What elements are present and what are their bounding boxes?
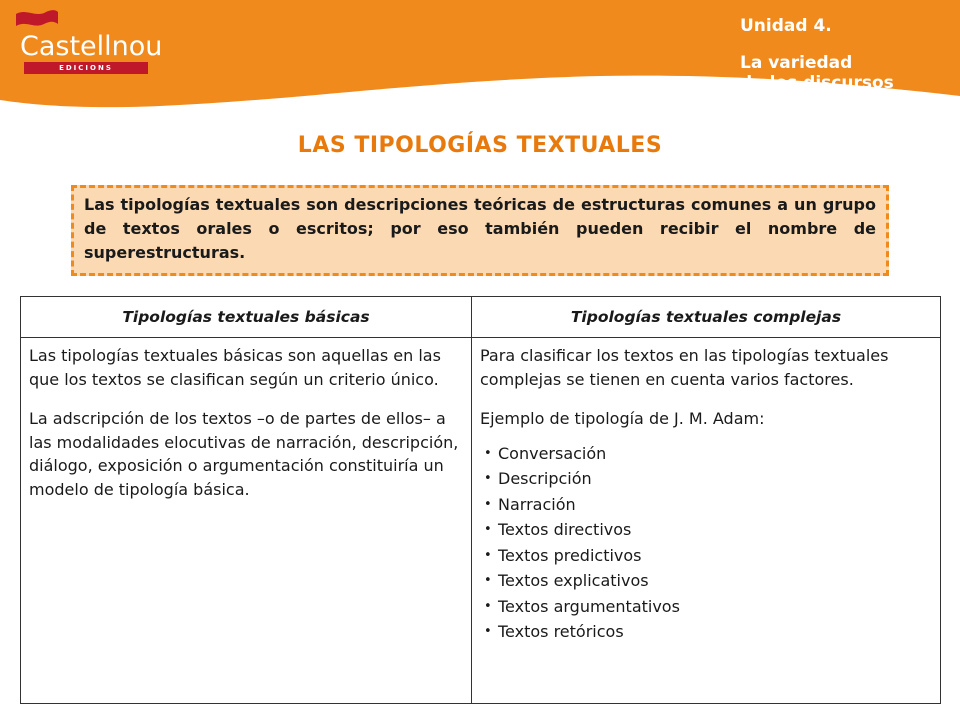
list-item: • Textos directivos — [484, 517, 932, 543]
list-item: • Narración — [484, 492, 932, 518]
header-complex: Tipologías textuales complejas — [472, 297, 941, 338]
header-banner — [0, 0, 960, 112]
table-header-row — [21, 297, 941, 338]
complex-cell — [472, 338, 941, 704]
list-item: • Textos explicativos — [484, 568, 932, 594]
basic-paragraph-2: La adscripción de los textos –o de partes de ellos– a las modalidades elocutivas de narración, descripción, diálogo, exposición o argumentación constituiría un modelo de tipología básica. — [29, 409, 459, 499]
list-item: • Textos predictivos — [484, 543, 932, 569]
list-item: • Textos argumentativos — [484, 594, 932, 620]
complex-paragraph-2: Ejemplo de tipología de J. M. Adam: — [480, 409, 765, 428]
adam-typology-list — [480, 441, 932, 645]
list-item: • Textos retóricos — [484, 619, 932, 645]
unit-subtitle — [740, 53, 950, 93]
list-item: • Descripción — [484, 466, 932, 492]
intro-box: Las tipologías textuales son descripciones teóricas de estructuras comunes a un grupo de textos orales o escritos; por eso también pueden recibir el nombre de superestructuras. — [71, 185, 889, 276]
list-item: • Conversación — [484, 441, 932, 467]
unit-subtitle-line2: de los discursos — [740, 73, 894, 93]
logo-flag-icon — [14, 8, 60, 30]
basic-paragraph-1: Las tipologías textuales básicas son aquellas en las que los textos se clasifican según un criterio único. — [29, 346, 441, 389]
logo-subtitle: EDICIONS — [24, 62, 148, 74]
typology-table — [20, 296, 941, 704]
complex-paragraph-1: Para clasificar los textos en las tipologías textuales complejas se tienen en cuenta varios factores. — [480, 346, 889, 389]
table-row — [21, 338, 941, 704]
logo-brand: Castellnou — [20, 31, 163, 62]
unit-label: Unidad 4. — [740, 16, 832, 36]
unit-subtitle-line1: La variedad — [740, 53, 853, 73]
castellnou-logo — [14, 8, 163, 72]
page-title: LAS TIPOLOGÍAS TEXTUALES — [297, 133, 663, 158]
basic-cell — [21, 338, 472, 704]
header-basic: Tipologías textuales básicas — [21, 297, 472, 338]
